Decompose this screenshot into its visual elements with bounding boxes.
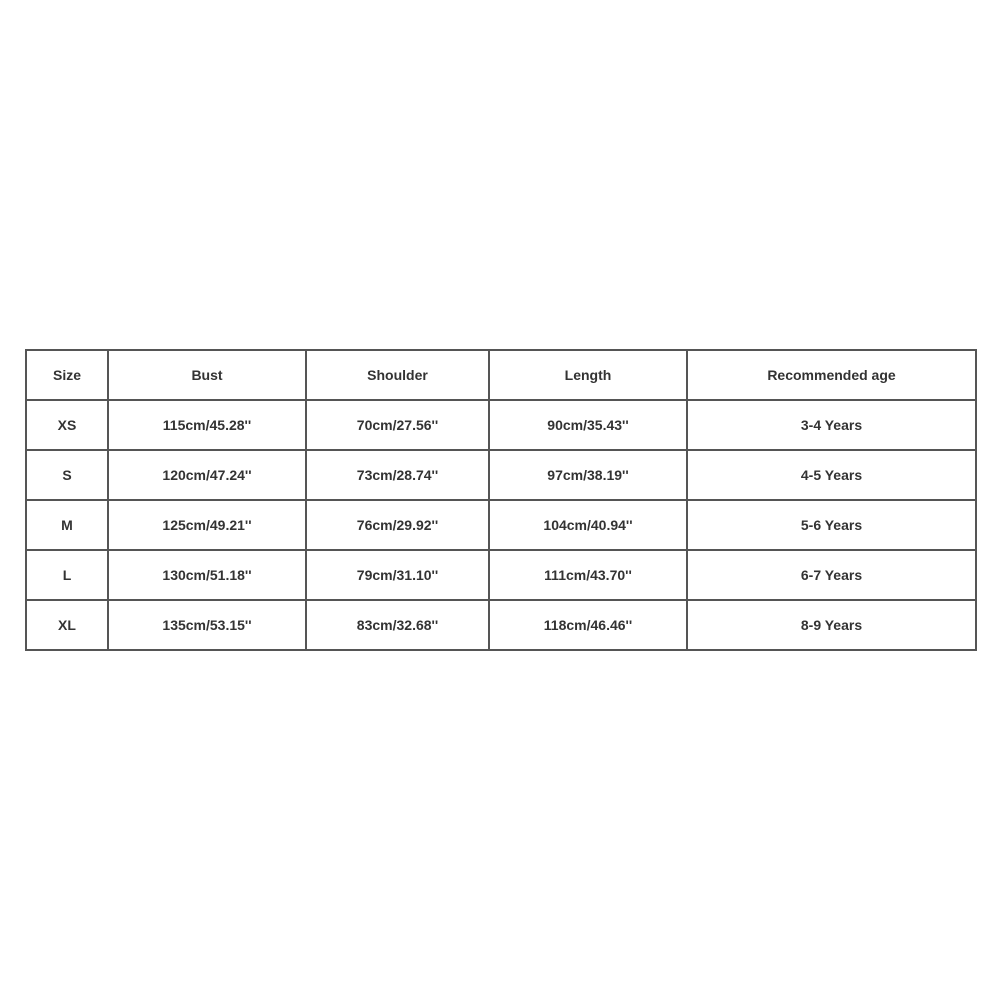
header-size: Size [26,350,108,400]
cell-shoulder: 76cm/29.92'' [306,500,489,550]
cell-recommended-age: 4-5 Years [687,450,976,500]
table-row [26,450,976,500]
cell-length: 90cm/35.43'' [489,400,687,450]
cell-bust: 130cm/51.18'' [108,550,306,600]
cell-bust: 115cm/45.28'' [108,400,306,450]
cell-shoulder: 83cm/32.68'' [306,600,489,650]
cell-recommended-age: 5-6 Years [687,500,976,550]
size-chart-table [25,349,977,651]
header-recommended-age: Recommended age [687,350,976,400]
cell-length: 111cm/43.70'' [489,550,687,600]
header-shoulder: Shoulder [306,350,489,400]
table-row [26,550,976,600]
cell-size: S [26,450,108,500]
header-length: Length [489,350,687,400]
cell-size: XS [26,400,108,450]
cell-bust: 125cm/49.21'' [108,500,306,550]
cell-recommended-age: 8-9 Years [687,600,976,650]
cell-size: L [26,550,108,600]
cell-shoulder: 70cm/27.56'' [306,400,489,450]
cell-shoulder: 79cm/31.10'' [306,550,489,600]
cell-length: 104cm/40.94'' [489,500,687,550]
table-header-row [26,350,976,400]
cell-length: 118cm/46.46'' [489,600,687,650]
cell-size: M [26,500,108,550]
cell-length: 97cm/38.19'' [489,450,687,500]
cell-recommended-age: 6-7 Years [687,550,976,600]
cell-bust: 135cm/53.15'' [108,600,306,650]
cell-bust: 120cm/47.24'' [108,450,306,500]
table-row [26,500,976,550]
table-row [26,400,976,450]
table-row [26,600,976,650]
cell-size: XL [26,600,108,650]
header-bust: Bust [108,350,306,400]
cell-shoulder: 73cm/28.74'' [306,450,489,500]
cell-recommended-age: 3-4 Years [687,400,976,450]
